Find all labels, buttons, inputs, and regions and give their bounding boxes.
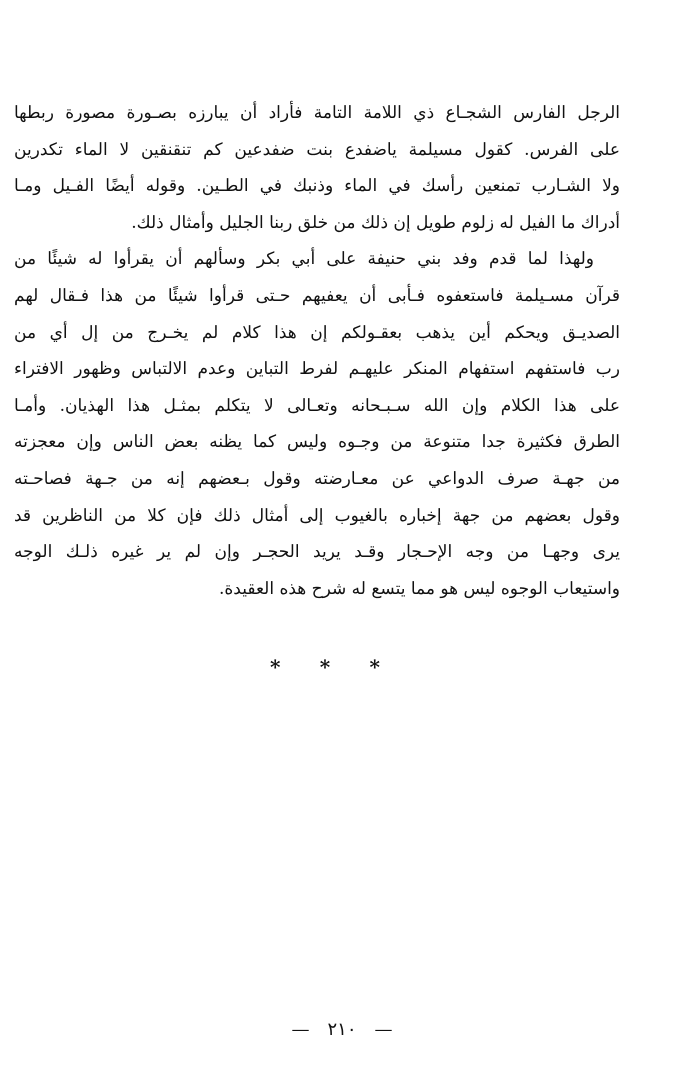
text-line-4: أدراك ما الفيل له زلوم طويل إن ذلك من خلق ربنا الجليل وأمثال ذلك. (131, 212, 620, 233)
text-line-2: على الفرس. كقول مسيلمة ياضفدع بنت ضفدعين كم تنقنقين لا الماء تكدرين (14, 139, 620, 160)
text-line-3: ولا الشـارب تمنعين رأسك في الماء وذنبك في الطـين. وقوله أيضًا الفـيل ومـا (14, 176, 620, 197)
footer-dash-left: — (291, 1018, 310, 1040)
separator-asterisk: * (270, 655, 281, 679)
text-line-8: رب فاستفهم استفهام المنكر عليهـم لفرط التباين وعدم الالتباس وظهور الافتراء (14, 359, 620, 380)
text-line-7: الصديـق ويحكم أين يذهب بعقـولكم إن هذا كلام لم يخـرج من إل أي من (14, 322, 620, 343)
text-line-9: على هذا الكلام وإن الله سـبـحانه وتعـالى لا يتكلم بمثـل هذا الهذيان. وأمـا (14, 395, 620, 416)
text-line-6: قرآن مسـيلمة فاستعفوه فـأبى أن يعفيهم حـتى قرأوا شيئًا من هذا فـقال لهم (14, 285, 620, 306)
separator-asterisk: * (319, 655, 331, 679)
text-line-10: الطرق فكثيرة جدا متنوعة من وجـوه وليس كما يظنه بعض الناس وإن معجزته (14, 432, 620, 453)
text-line-5: ولهذا لما قدم وفد بني حنيفة على أبي بكر وسألهم أن يقرأوا له شيئًا من (14, 249, 594, 270)
footer-dash-right: — (374, 1018, 393, 1040)
text-line-12: وقول بعضهم من جهة إخباره بالغيوب إلى أمثال ذلك فإن كلا من الناظرين قد (14, 505, 620, 526)
body-text (14, 95, 620, 607)
text-line-1: الرجل الفارس الشجـاع ذي اللامة التامة فأراد أن يبارزه بصـورة مصورة ربطها (14, 103, 620, 123)
separator-asterisk: * (369, 655, 380, 679)
page-number: ٢١٠ (327, 1018, 357, 1040)
page-footer (0, 1014, 684, 1044)
text-line-13: يرى وجهـا من وجه الإحـجار وقـد يريد الحجـر وإن لم ير غيره ذلـك الوجه (14, 542, 620, 563)
section-separator (270, 652, 380, 682)
text-line-14: واستيعاب الوجوه ليس هو مما يتسع له شرح هذه العقيدة. (218, 578, 620, 599)
text-line-11: من جهـة صرف الدواعي عن معـارضته وقول بـعضهم إنه من جـهة فصاحـته (14, 468, 620, 489)
